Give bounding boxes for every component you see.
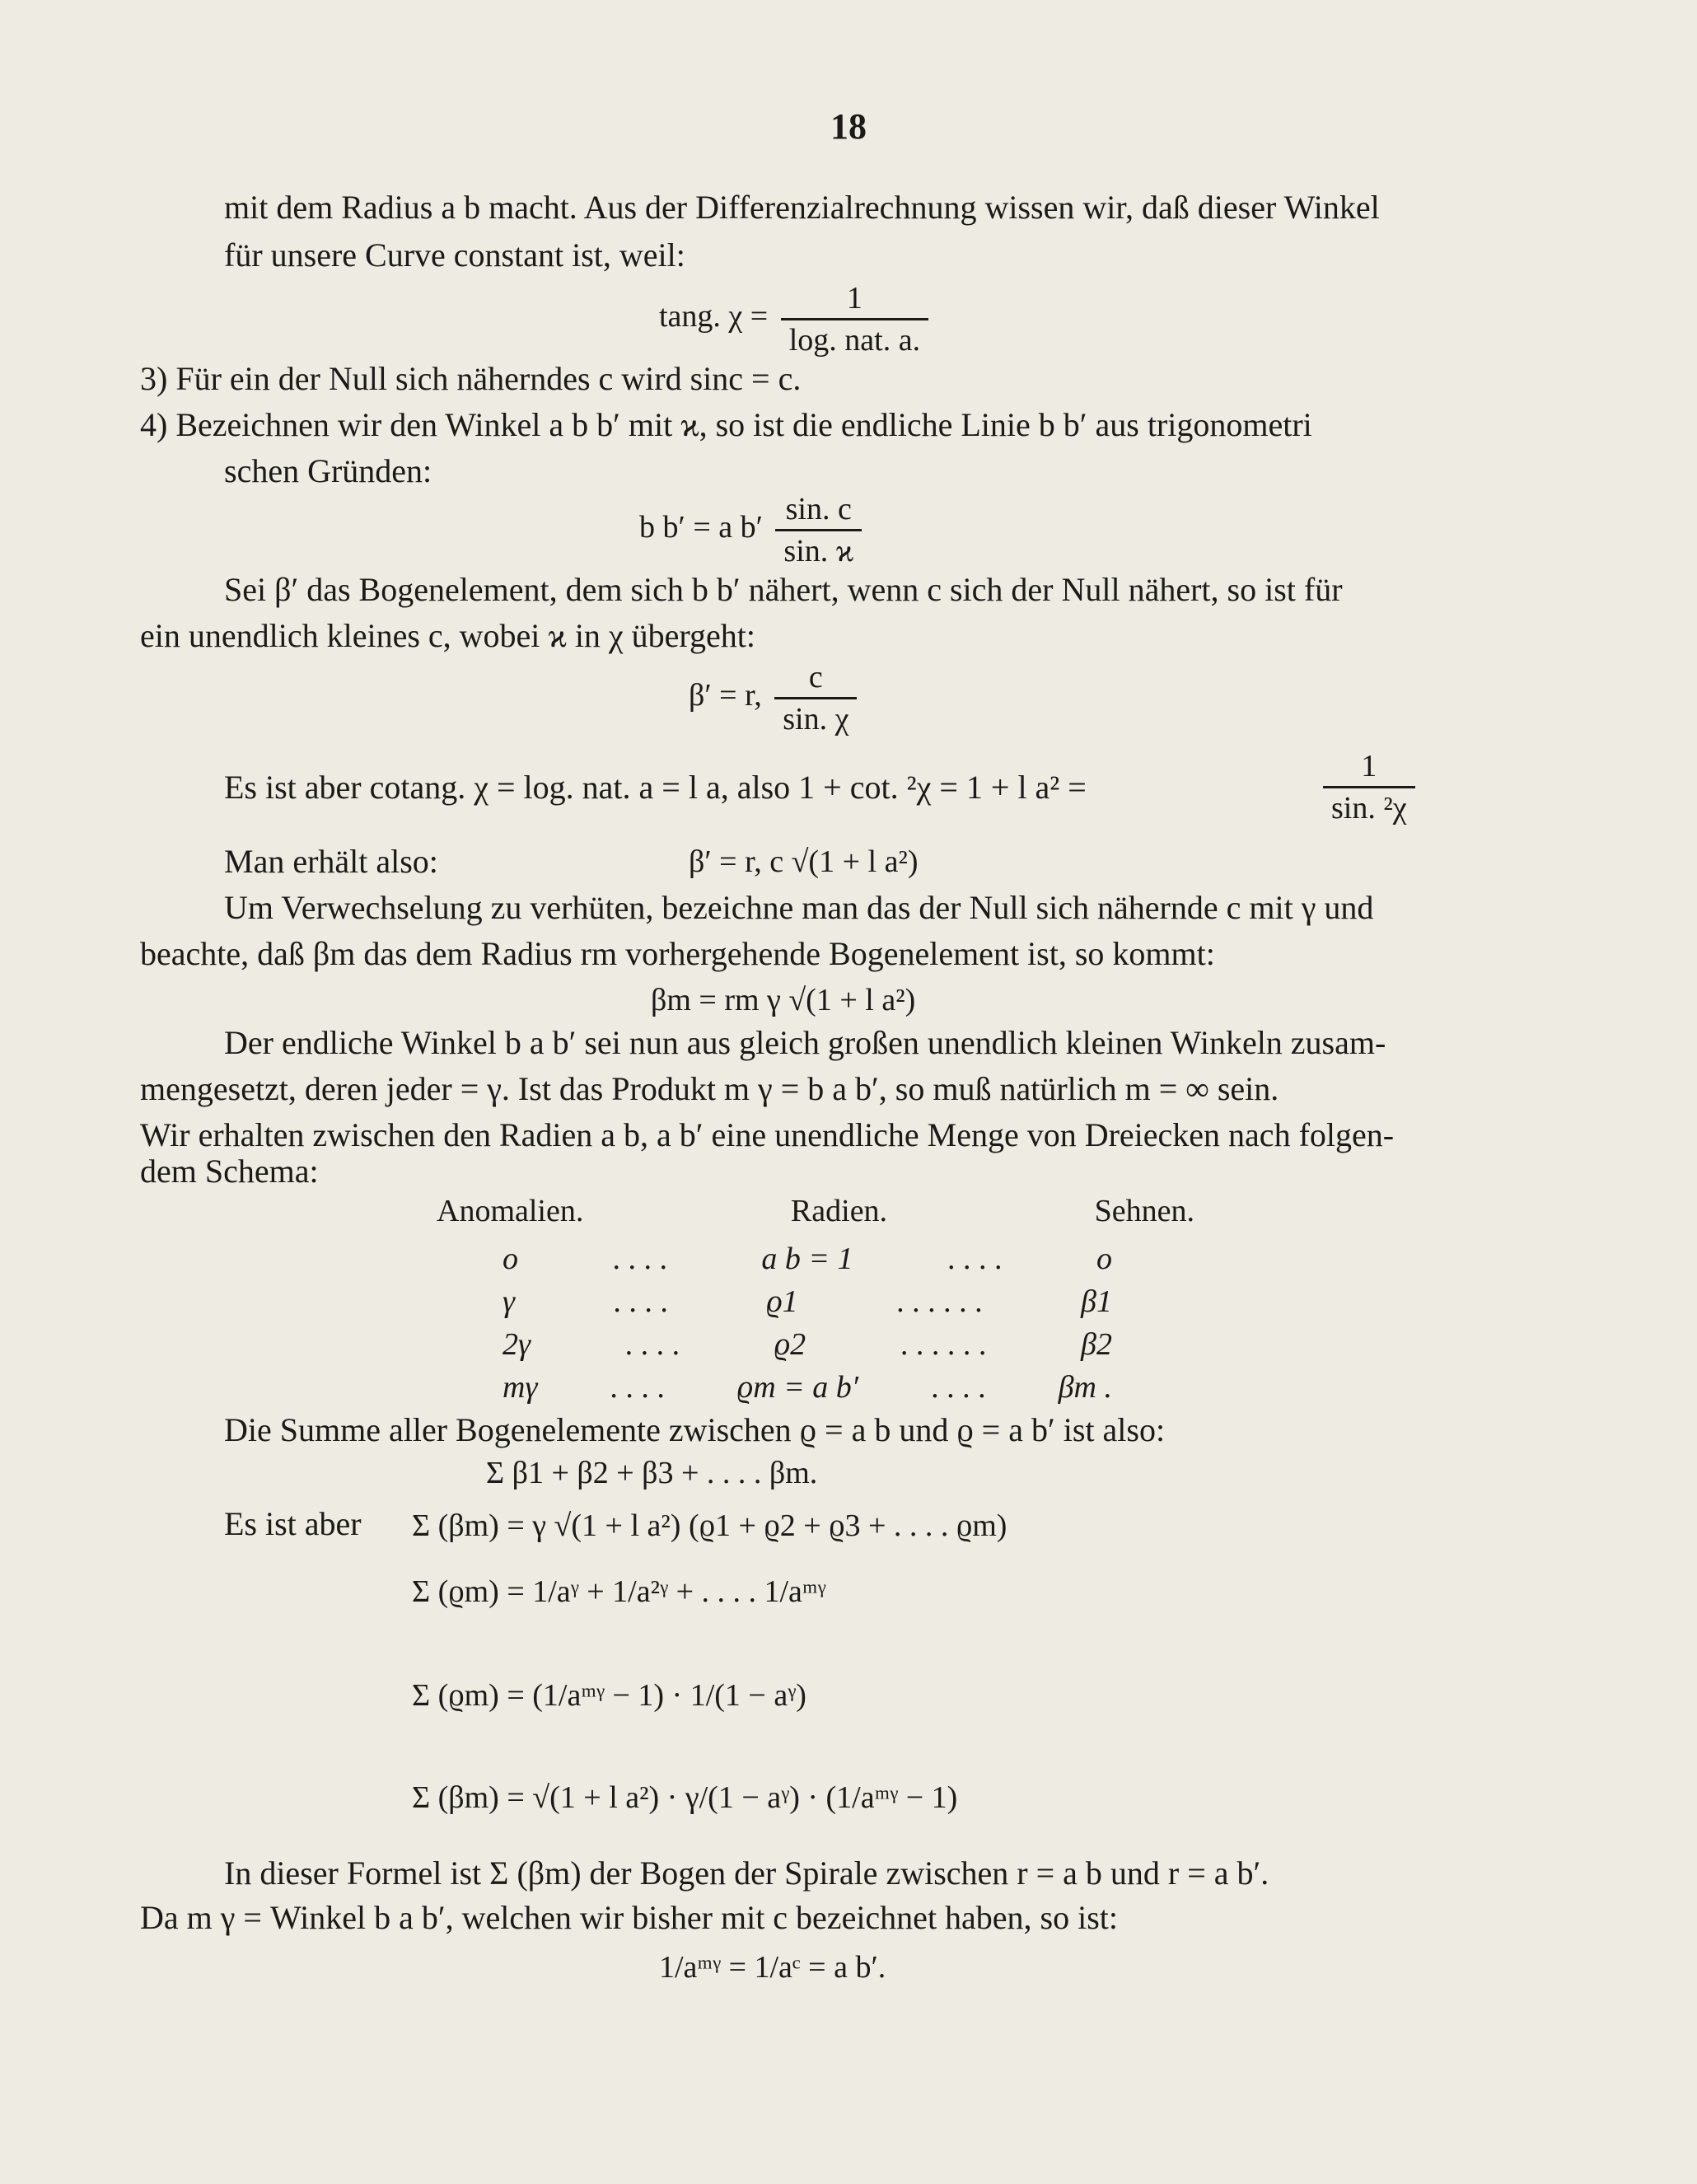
schema-row: o . . . . a b = 1 . . . . o [503,1242,1112,1276]
schema-row: 2γ . . . . ϱ2 . . . . . . β2 [503,1327,1112,1362]
schema-row: γ . . . . ϱ1 . . . . . . β1 [503,1284,1112,1319]
text-line: Man erhält also: [224,843,438,880]
equation-sum-series: Σ β1 + β2 + β3 + . . . . βm. [486,1456,818,1490]
equation-beta: β′ = r, $\frac{c}{\sin. \chi}$ [689,659,862,737]
text-line: Um Verwechselung zu verhüten, bezeichne man das der Null sich nähernde c mit γ und [224,889,1374,926]
text-line: beachte, daß βm das dem Radius rm vorhergehende Bogenelement ist, so kommt: [140,935,1215,972]
text-line: ein unendlich kleines c, wobei ϰ in χ übergeht: [140,617,756,654]
equation-sigma-rho-1: Σ (ϱm) = 1/aᵞ + 1/a²ᵞ + . . . . 1/aᵐᵞ [412,1574,826,1609]
text-line: In dieser Formel ist Σ (βm) der Bogen der Spirale zwischen r = a b und r = a b′. [224,1854,1269,1892]
header-radien: Radien. [790,1194,888,1228]
schema-header [404,1193,1227,1229]
text-line: Da m γ = Winkel b a b′, welchen wir bisher mit c bezeichnet haben, so ist: [140,1899,1119,1936]
header-anomalien: Anomalien. [437,1194,584,1228]
text-line: 4) Bezeichnen wir den Winkel a b b′ mit ϰ, so ist die endliche Linie b b′ aus trigonometri [140,406,1312,443]
text-line: Wir erhalten zwischen den Radien a b, a b′ eine unendliche Menge von Dreiecken nach folgen- [140,1116,1395,1153]
text-line: Es ist aber [224,1505,362,1542]
equation-final: 1/aᵐᵞ = 1/aᶜ = a b′. [659,1950,886,1985]
schema-row: mγ . . . . ϱm = a b′ . . . . βm . [503,1370,1112,1405]
text-line: Es ist aber cotang. χ = log. nat. a = l a, also 1 + cot. ²χ = 1 + l a² = [224,769,1087,806]
equation-sigma-rho-2: Σ (ϱm) = (1/aᵐᵞ − 1) · 1/(1 − aᵞ) [412,1678,806,1713]
equation-sigma-beta-2: Σ (βm) = √(1 + l a²) · γ/(1 − aᵞ) · (1/aᵐᵞ − 1) [412,1780,958,1815]
schema-table [404,1193,1227,1409]
text-line: Der endliche Winkel b a b′ sei nun aus gleich großen unendlich kleinen Winkeln zusam- [224,1024,1386,1061]
text-line: für unsere Curve constant ist, weil: [224,236,685,274]
text-line: mengesetzt, deren jeder = γ. Ist das Produkt m γ = b a b′, so muß natürlich m = ∞ sein. [140,1070,1279,1107]
equation-bb: b b′ = a b′ $\frac{\sin. c}{\sin. ϰ}$ [639,491,867,569]
equation-sigma-beta-1: Σ (βm) = γ √(1 + l a²) (ϱ1 + ϱ2 + ϱ3 + . . . . ϱm) [412,1508,1007,1543]
text-line: dem Schema: [140,1153,319,1190]
text-line: mit dem Radius a b macht. Aus der Differenzialrechnung wissen wir, daß dieser Winkel [224,189,1380,226]
page-number: 18 [830,106,867,147]
equation-cot-fraction: $\frac{1}{\text{sin. ²χ}}$ [1318,748,1420,826]
equation-beta-result: β′ = r, c √(1 + l a²) [689,844,919,879]
text-line: Die Summe aller Bogenelemente zwischen ϱ = a b und ϱ = a b′ ist also: [224,1411,1166,1448]
text-line: Sei β′ das Bogenelement, dem sich b b′ nähert, wenn c sich der Null nähert, so ist für [224,571,1343,608]
equation-tang: tang. χ = $\frac{1}{\text{log. nat. a.}}$ [659,280,933,358]
text-line: schen Gründen: [224,452,432,489]
equation-beta-m: βm = rm γ √(1 + l a²) [651,983,916,1017]
text-line: 3) Für ein der Null sich näherndes c wird sinc = c. [140,360,802,397]
header-sehnen: Sehnen. [1094,1194,1194,1228]
